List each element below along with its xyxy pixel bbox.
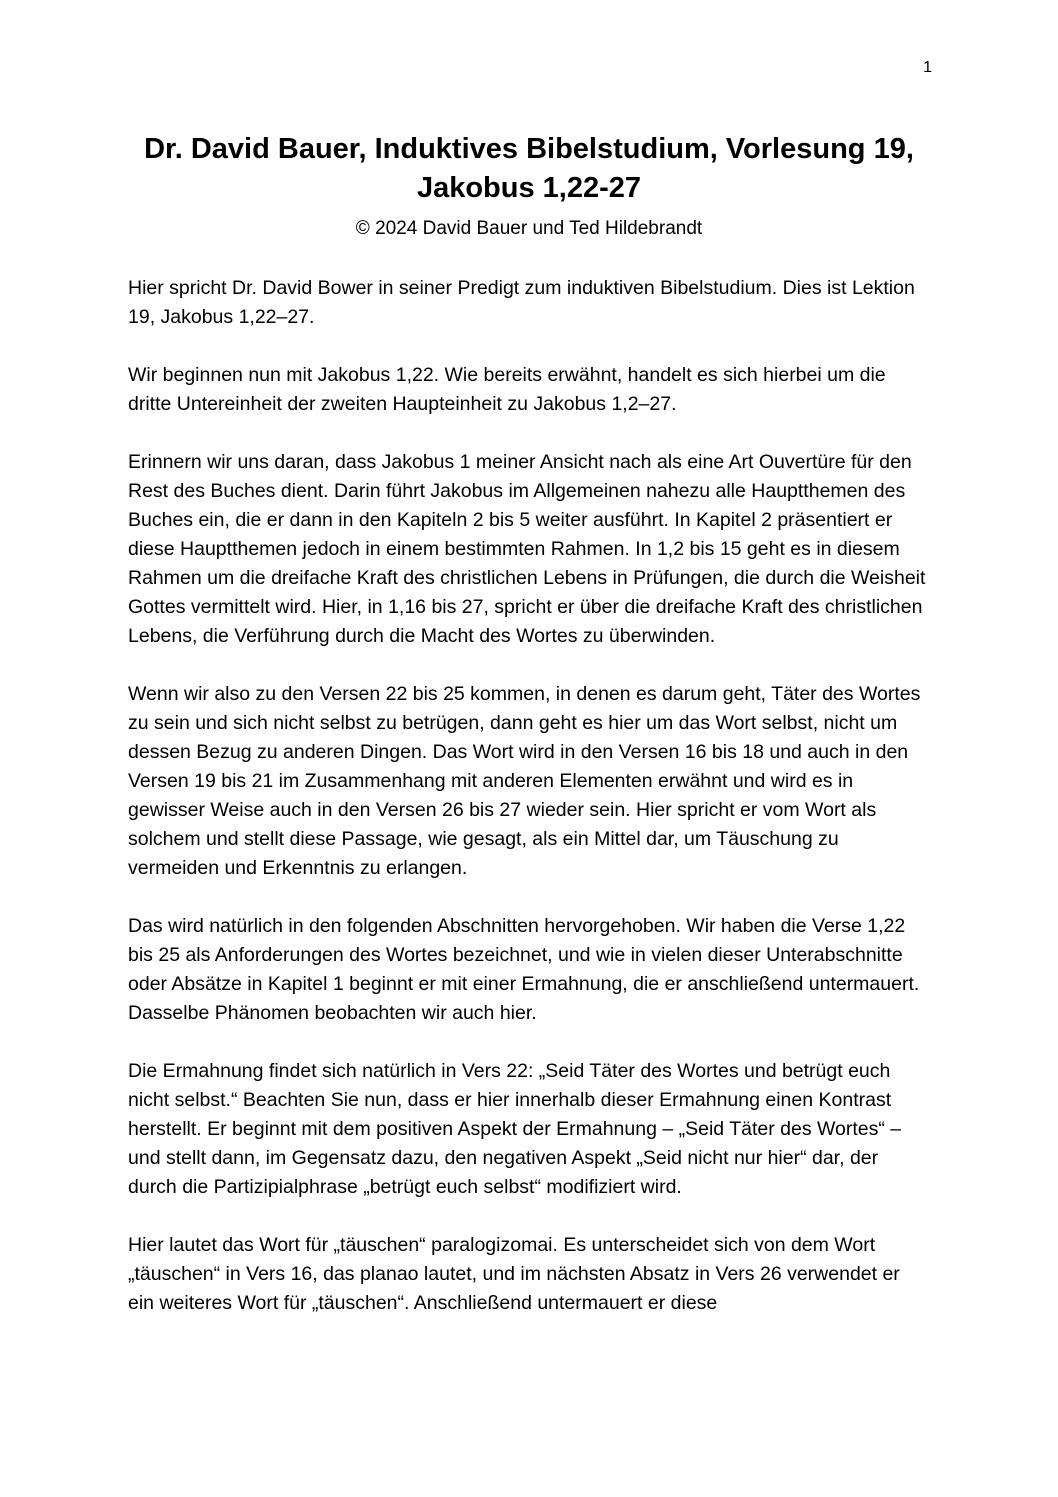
- paragraph-6: Die Ermahnung findet sich natürlich in Vers 22: „Seid Täter des Wortes und betrügt euch nicht selbst.“ Beachten Sie nun, dass er hier innerhalb dieser Ermahnung einen Kontrast herstellt. Er beginnt mit dem positiven Aspekt der Ermahnung – „Seid Täter des Wortes“ – und stellt dann, im Gegensatz dazu, den negativen Aspekt „Seid nicht nur hier“ dar, der durch die Partizipialphrase „betrügt euch selbst“ modifiziert wird.: [128, 1060, 902, 1198]
- paragraph-3: Erinnern wir uns daran, dass Jakobus 1 meiner Ansicht nach als eine Art Ouvertüre für den Rest des Buches dient. Darin führt Jakobus im Allgemeinen nahezu alle Hauptthemen des Buches ein, die er dann in den Kapiteln 2 bis 5 weiter ausführt. In Kapitel 2 präsentiert er diese Hauptthemen jedoch in einem bestimmten Rahmen. In 1,2 bis 15 geht es in diesem Rahmen um die dreifache Kraft des christlichen Lebens in Prüfungen, die durch die Weisheit Gottes vermittelt wird. Hier, in 1,16 bis 27, spricht er über die dreifache Kraft des christlichen Lebens, die Verführung durch die Macht des Wortes zu überwinden.: [128, 451, 926, 647]
- paragraph-2: Wir beginnen nun mit Jakobus 1,22. Wie bereits erwähnt, handelt es sich hierbei um die dritte Untereinheit der zweiten Haupteinheit zu Jakobus 1,2–27.: [128, 364, 886, 415]
- document-title-line-2: Jakobus 1,22-27: [416, 172, 642, 204]
- paragraph-7: Hier lautet das Wort für „täuschen“ paralogizomai. Es unterscheidet sich von dem Wort „täuschen“ in Vers 16, das planao lautet, und im nächsten Absatz in Vers 26 verwendet er ein weiteres Wort für „täuschen“. Anschließend untermauert er diese: [128, 1234, 900, 1314]
- document-title-line-1: Dr. David Bauer, Induktives Bibelstudium, Vorlesung 19,: [144, 133, 914, 165]
- copyright-line: © 2024 David Bauer und Ted Hildebrandt: [355, 218, 703, 239]
- paragraph-4: Wenn wir also zu den Versen 22 bis 25 kommen, in denen es darum geht, Täter des Wortes zu sein und sich nicht selbst zu betrügen, dann geht es hier um das Wort selbst, nicht um dessen Bezug zu anderen Dingen. Das Wort wird in den Versen 16 bis 18 und auch in den Versen 19 bis 21 im Zusammenhang mit anderen Elementen erwähnt und wird es in gewisser Weise auch in den Versen 26 bis 27 wieder sein. Hier spricht er vom Wort als solchem und stellt diese Passage, wie gesagt, als ein Mittel dar, um Täuschung zu vermeiden und Erkenntnis zu erlangen.: [128, 683, 921, 879]
- title-block: [128, 130, 930, 242]
- page-number: 1: [923, 59, 932, 76]
- paragraph-1: Hier spricht Dr. David Bower in seiner Predigt zum induktiven Bibelstudium. Dies ist Lektion 19, Jakobus 1,22–27.: [128, 277, 915, 328]
- paragraph-5: Das wird natürlich in den folgenden Abschnitten hervorgehoben. Wir haben die Verse 1,22 bis 25 als Anforderungen des Wortes bezeichnet, und wie in vielen dieser Unterabschnitte oder Absätze in Kapitel 1 beginnt er mit einer Ermahnung, die er anschließend untermauert. Dasselbe Phänomen beobachten wir auch hier.: [128, 915, 920, 1024]
